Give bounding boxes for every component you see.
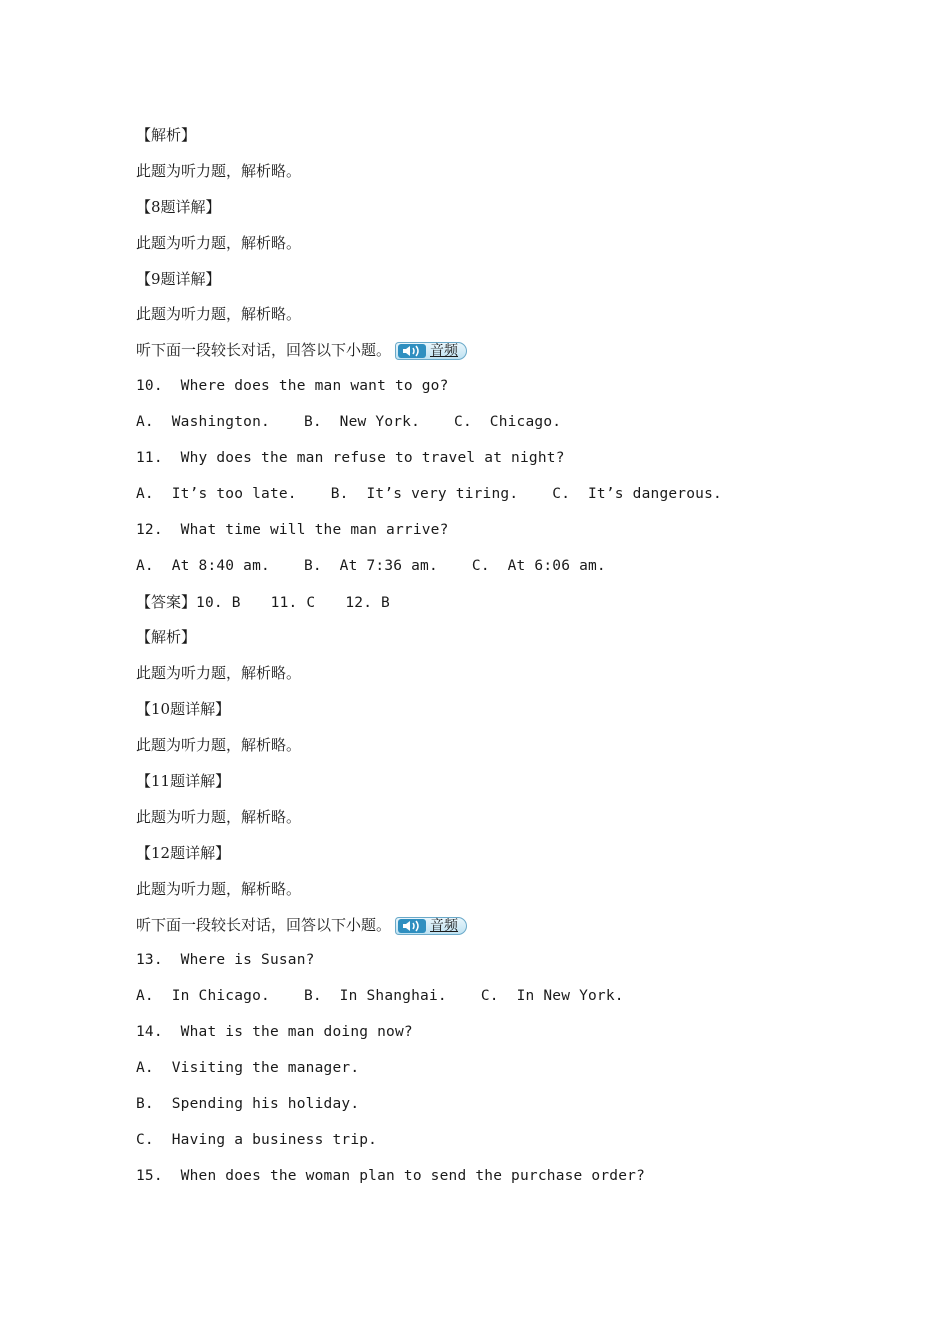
options-11 <box>136 477 836 513</box>
option-a: A. In Chicago. <box>136 988 270 1005</box>
option-c: C. Chicago. <box>454 414 562 431</box>
option-a: A. At 8:40 am. <box>136 557 270 574</box>
options-13 <box>136 979 836 1015</box>
option-a: A. Washington. <box>136 414 270 431</box>
option-c: C. Having a business trip. <box>136 1131 378 1148</box>
question-14: 14. What is the man doing now? <box>136 1024 413 1041</box>
audio-button[interactable] <box>395 342 467 360</box>
paragraph: 此题为听力题，解析略。 <box>136 233 302 252</box>
section-heading: 【解析】 <box>136 628 197 647</box>
option-c: C. At 6:06 am. <box>471 557 606 574</box>
question-13: 13. Where is Susan? <box>136 952 315 969</box>
section-heading: 【10题详解】 <box>136 700 231 719</box>
question-10: 10. Where does the man want to go? <box>136 378 449 395</box>
speaker-icon <box>398 344 426 358</box>
answer-line <box>136 585 836 621</box>
answer-11: 11. C <box>270 594 316 611</box>
option-a: A. Visiting the manager. <box>136 1060 360 1077</box>
options-10 <box>136 405 836 441</box>
section-heading: 【12题详解】 <box>136 843 231 862</box>
option-b: B. Spending his holiday. <box>136 1096 360 1113</box>
section-heading: 【9题详解】 <box>136 269 221 288</box>
paragraph: 此题为听力题，解析略。 <box>136 736 302 755</box>
audio-button[interactable] <box>395 917 467 935</box>
section-heading: 【11题详解】 <box>136 772 231 791</box>
section-heading: 【8题详解】 <box>136 197 221 216</box>
option-c: C. It’s dangerous. <box>552 485 722 502</box>
paragraph: 此题为听力题，解析略。 <box>136 305 302 324</box>
option-b: B. New York. <box>303 414 421 431</box>
answer-12: 12. B <box>345 594 390 611</box>
paragraph: 此题为听力题，解析略。 <box>136 161 302 180</box>
audio-label: 音频 <box>430 343 459 360</box>
instruction-text: 听下面一段较长对话，回答以下小题。 <box>136 341 392 360</box>
options-12 <box>136 549 836 585</box>
instruction-line <box>136 333 836 369</box>
option-b: B. It’s very tiring. <box>330 485 519 502</box>
instruction-line <box>136 908 836 944</box>
option-a: A. It’s too late. <box>136 485 297 502</box>
option-b: B. At 7:36 am. <box>303 557 438 574</box>
document-page <box>136 118 836 1195</box>
question-15: 15. When does the woman plan to send the purchase order? <box>136 1167 645 1184</box>
section-heading: 【解析】 <box>136 126 197 144</box>
option-c: C. In New York. <box>480 988 624 1005</box>
paragraph: 此题为听力题，解析略。 <box>136 807 302 826</box>
paragraph: 此题为听力题，解析略。 <box>136 879 302 898</box>
answer-label: 【答案】 <box>136 592 197 611</box>
instruction-text: 听下面一段较长对话，回答以下小题。 <box>136 915 392 934</box>
audio-label: 音频 <box>430 917 459 934</box>
option-b: B. In Shanghai. <box>303 988 447 1005</box>
paragraph: 此题为听力题，解析略。 <box>136 664 302 683</box>
question-11: 11. Why does the man refuse to travel at night? <box>136 450 565 467</box>
speaker-icon <box>398 919 426 933</box>
question-12: 12. What time will the man arrive? <box>136 521 449 538</box>
answer-10: 10. B <box>196 594 241 611</box>
